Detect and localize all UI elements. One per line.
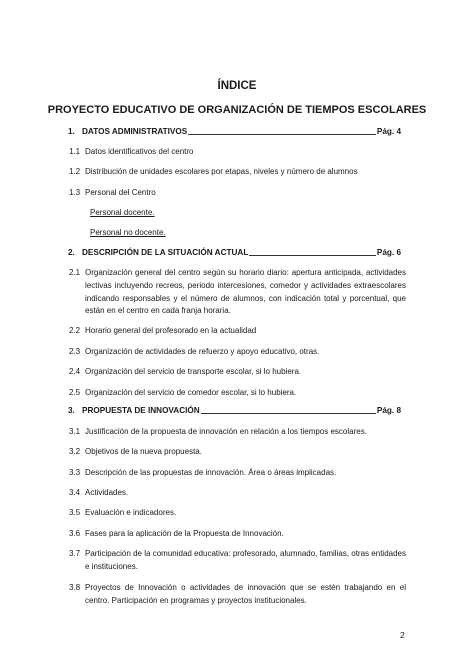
- toc-subitem[interactable]: Personal no docente.: [90, 228, 166, 237]
- section-page: Pág. 4: [376, 127, 401, 136]
- toc-item[interactable]: 3.6 Fases para la aplicación de la Propuesta de Innovación.: [69, 529, 284, 538]
- toc-item[interactable]: 3.4 Actividades.: [69, 488, 129, 497]
- section-title: PROPUESTA DE INNOVACIÓN: [82, 406, 200, 415]
- toc-item[interactable]: 2.1 Organización general del centro según su horario diario: apertura anticipada, actividades lectivas incluyendo recreos, periodo intercesiones, comedor y actividades extraescolares indicando responsables y el número de alumnos, con indicación total y porcentual, que están en el centro en cada franja horaria.: [69, 268, 406, 316]
- toc-item[interactable]: 2.5 Organización del servicio de comedor escolar, si lo hubiera.: [69, 388, 297, 397]
- leader-line: [201, 413, 376, 414]
- toc-subitem[interactable]: Personal docente.: [90, 208, 155, 217]
- section-page: Pág. 8: [376, 406, 401, 415]
- toc-item[interactable]: 3.7 Participación de la comunidad educativa: profesorado, alumnado, familias, otras entidades e instituciones.: [69, 549, 406, 571]
- section-page: Pág. 6: [376, 248, 401, 257]
- toc-item[interactable]: 3.3 Descripción de las propuestas de innovación. Área o áreas implicadas.: [69, 468, 337, 477]
- toc-item[interactable]: 3.8 Proyectos de Innovación o actividades de innovación que se estén trabajando en el centro. Participación en programas y proyectos institucionales.: [69, 583, 406, 605]
- leader-line: [188, 134, 376, 135]
- toc-item[interactable]: 1.3 Personal del Centro: [69, 188, 156, 197]
- toc-item[interactable]: 2.2 Horario general del profesorado en la actualidad: [69, 326, 257, 335]
- toc-item[interactable]: 2.4 Organización del servicio de transporte escolar, si lo hubiera.: [69, 367, 302, 376]
- section-number: 3.: [68, 406, 75, 415]
- document-subtitle: PROYECTO EDUCATIVO DE ORGANIZACIÓN DE TIEMPOS ESCOLARES: [47, 104, 427, 116]
- section-title: DATOS ADMINISTRATIVOS: [82, 127, 188, 136]
- toc-section-3[interactable]: [68, 406, 401, 415]
- toc-section-1[interactable]: [68, 127, 401, 136]
- toc-item[interactable]: 2.3 Organización de actividades de refuerzo y apoyo educativo, otras.: [69, 347, 320, 356]
- page-title: ÍNDICE: [217, 80, 257, 92]
- toc-item[interactable]: 1.1 Datos identificativos del centro: [69, 147, 194, 156]
- toc-item[interactable]: 3.1 Justificación de la propuesta de innovación en relación a los tiempos escolares.: [69, 427, 367, 436]
- toc-item[interactable]: 1.2 Distribución de unidades escolares por etapas, niveles y número de alumnos: [69, 167, 358, 176]
- toc-section-2[interactable]: [68, 248, 401, 257]
- section-number: 1.: [68, 127, 75, 136]
- page-number: 2: [400, 630, 405, 640]
- section-number: 2.: [68, 248, 75, 257]
- toc-item[interactable]: 3.2 Objetivos de la nueva propuesta.: [69, 447, 202, 456]
- section-title: DESCRIPCIÓN DE LA SITUACIÓN ACTUAL: [82, 248, 249, 257]
- toc-item[interactable]: 3.5 Evaluación e indicadores.: [69, 508, 177, 517]
- leader-line: [249, 255, 376, 256]
